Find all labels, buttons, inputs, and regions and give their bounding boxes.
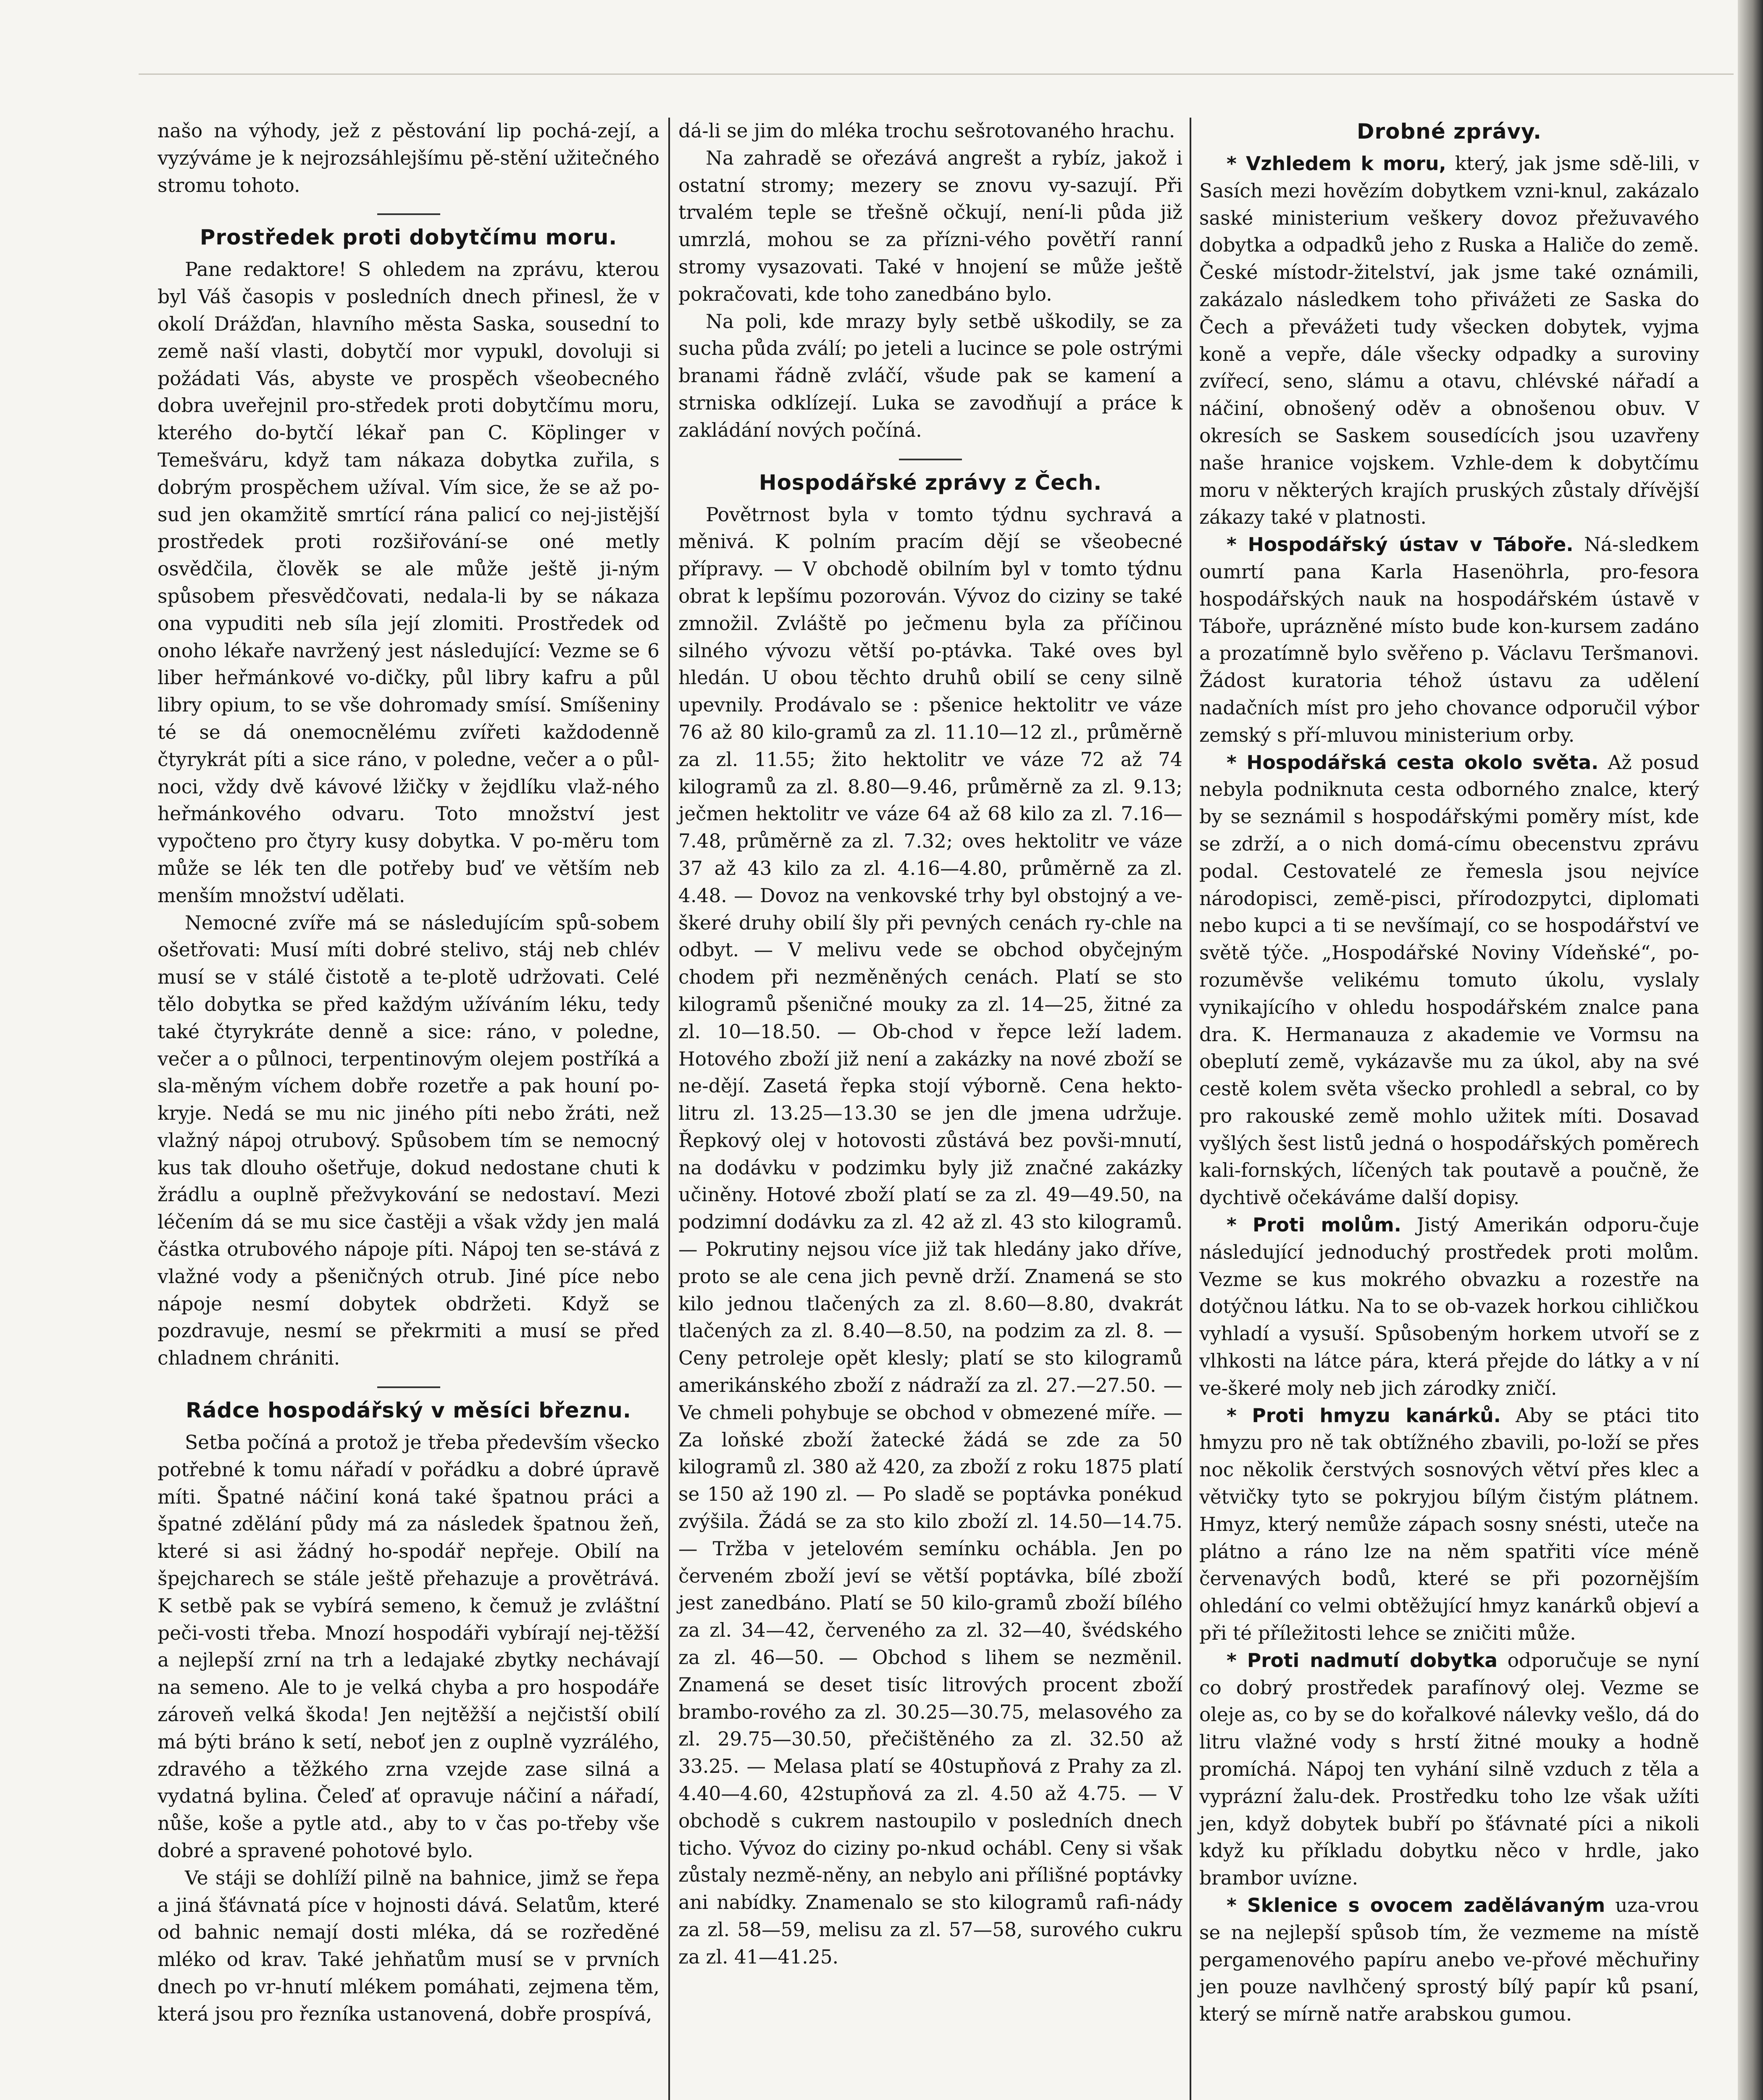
news-item [1199,1212,1699,1402]
continuation-paragraph: dá-li se jim do mléka trochu sešrotovaného hrachu. [678,120,1175,142]
column-divider [668,118,670,2100]
article-title: Hospodářské zprávy z Čech. [759,470,1102,495]
news-item-text: Ná-sledkem oumrtí pana Karla Hasenöhrla, pro-fesora hospodářských nauk na hospodářském ústavě v Táboře, uprázněné místo bude kon-kursem zadáno a prozatímně bylo svěřeno p. Václavu Teršmanovi. Žádost kuratoria téhož ústavu za udělení nadačních míst pro jeho chovance odporučil výbor zemský s pří-mluvou ministerium orby. [1199,533,1700,746]
article-paragraph: Na poli, kde mrazy byly setbě uškodily, se za sucha půda zválí; po jeteli a lucince se pole ostrými branami řádně zvláčí, všude pak se kamení a strniska odklízejí. Luka se zavodňují a práce k zakládání nových počíná. [678,310,1182,441]
section-title: Drobné zprávy. [1356,119,1542,144]
news-item [1199,531,1699,749]
article-title: Prostředek proti dobytčímu moru. [200,225,617,250]
news-item-text: Až posud nebyla podniknuta cesta odborného znalce, který by se seznámil s hospodářskými poměry míst, kde se zdrží, a o nich domá-címu obecenstvu zprávu podal. Cestovatelé ze řemesla jsou nejvíce národopisci, země-pisci, přírodozpytci, diplomati nebo kupci a ti se nevšímají, co se hospodářství ve světě týče. „Hospodářské Noviny Vídeňské“, po-rozuměvše velikému tomuto úkolu, vyslaly vynikajícího v ohledu hospodářském znalce pana dra. K. Hermanauza z akademie ve Vormsu na obeplutí země, vykázavše mu za úkol, aby na své cestě kolem světa všecko prohledl a sebral, co by pro rakouské země mohlo užitek míti. Dosavad vyšlých šest listů jedná o hospodářských poměrech kali-fornských, líčených tak poutavě a poučně, že dychtivě očekáváme další dopisy. [1199,751,1699,1209]
continuation-paragraph: našo na výhody, jež z pěstování lip pochá-zejí, a vyzýváme je k nejrozsáhlejšímu pě-stění užitečného stromu tohoto. [158,120,659,197]
news-item-text: Aby se ptáci tito hmyzu pro ně tak obtížného zbavili, po-loží se přes noc několik čerstvých sosnových větví přes klec a větvičky tyto se pokryjou bílým čistým plátnem. Hmyz, který nemůže zápach sosny snésti, uteče na plátno a ráno lze na něm spatřiti více méně červenavých bodů, které se při pozornějším ohledání co velmi obtěžující hmyz kanárků objeví a při té příležitosti lehce se zničiti může. [1199,1404,1700,1645]
news-item-lead: * Sklenice s ovocem zadělávaným [1227,1894,1605,1916]
news-item-lead: * Proti hmyzu kanárků. [1227,1404,1501,1427]
top-border-line [139,74,1734,75]
news-item-text: uza-vrou se na nejlepší spůsob tím, že vezmeme na místě pergamenového papíru anebo ve-přové měchuřiny jen pouze navlhčený sprostý bílý papír ků psaní, který se mírně natře arabskou gumou. [1199,1894,1699,2026]
section-separator [377,213,440,215]
news-item-text: který, jak jsme sdě-lili, v Sasích mezi hovězím dobytkem vzni-knul, zakázalo saské ministerium veškery dovoz přežuvavého dobytka a odpadků jeho z Ruska a Haliče do země. České místodr-žitelství, jak jsme také oznámili, zakázalo následkem toho přivážeti ze Saska do Čech a převážeti tudy všecken dobytek, vyjma koně a vepře, dále všecky odpadky a suroviny zvířecí, seno, slámu a otavu, chlévské nářadí a náčiní, obnošený oděv a obnošenou obuv. V okresích se Saskem sousedících jsou uzavřeny naše hranice vojskem. Vzhle-dem k dobytčímu moru v některých krajích pruských zůstaly dřívější zákazy také v platnosti. [1199,152,1699,529]
article-paragraph: Pane redaktore! S ohledem na zprávu, kterou byl Váš časopis v posledních dnech přinesl, že v okolí Drážďan, hlavního města Saska, sousední to země naší vlasti, dobytčí mor vypukl, dovoluji si požádati Vás, abyste ve prospěch všeobecného dobra uveřejnil pro-středek proti dobytčímu moru, kterého do-bytčí lékař pan C. Köplinger v Temešváru, když tam nákaza dobytka zuřila, s dobrým prospěchem užíval. Vím sice, že se až po-sud jen okamžitě smrtící rána palicí co nej-jistější prostředek proti rozšiřování-se oné metly osvědčila, člověk se ale může ještě ji-ným spůsobem přesvědčovati, nedala-li by se nákaza ona vypuditi neb síla její zlomiti. Prostředek od onoho lékaře navržený jest následující: Vezme se 6 liber heřmánkové vo-dičky, půl libry kafru a půl libry opium, to se vše dohromady smísí. Smíšeniny té se dá onemocnělému zvířeti každodenně čtyrykrát píti a sice ráno, v poledne, večer a o půl-noci, vždy dvě kávové lžičky v žejdlíku vlaž-ného heřmánkového odvaru. Toto množství jest vypočteno pro čtyry kusy dobytka. V po-měru tom může se lék ten dle potřeby buď ve větším neb menším množství udělati. [158,258,659,907]
article-paragraph: Ve stáji se dohlíží pilně na bahnice, jimž se řepa a jiná šťávnatá píce v hojnosti dává. Selatům, které od bahnic nemají dosti mléka, dá se rozředěné mléko od krav. Také jehňatům musí se v prvních dnech po vr-hnutí mlékem pomáhati, zejmena těm, která jsou pro řezníka ustanovená, dobře prospívá, [158,1866,659,2025]
news-item-lead: * Proti molům. [1227,1214,1401,1236]
news-item [1199,749,1699,1212]
news-item-lead: * Hospodářský ústav v Táboře. [1227,533,1574,556]
article-title: Rádce hospodářský v měsíci březnu. [186,1398,631,1423]
column-left [158,118,659,2028]
column-divider [1190,118,1191,2100]
news-item [1199,1647,1699,1892]
news-item-lead: * Vzhledem k moru, [1227,152,1446,175]
news-item-lead: * Proti nadmutí dobytka [1227,1649,1498,1672]
article-paragraph: Setba počíná a protož je třeba především všecko potřebné k tomu nářadí v pořádku a dobré úpravě míti. Špatné náčiní koná také špatnou práci a špatné zdělání půdy má za následek špatnou žeň, které si asi žádný ho-spodář nepřeje. Obilí na špejcharech se stále ještě přehazuje a provětrává. K setbě pak se vybírá semeno, k čemuž je zvláštní peči-vosti třeba. Mnozí hospodáři vybírají nej-těžší a nejlepší zrní na trh a ledajaké zbytky nechávají na semeno. Ale to je velká chyba a pro hospodáře zároveň velká škoda! Jen nejtěžší a nejčistší obilí má býti bráno k setí, neboť jen z ouplně vyzrálého, zdravého a těžkého zrna vzejde zase silná a vydatná bylina. Čeleď ať opravuje náčiní a nářadí, nůše, koše a pytle atd., aby to v čas po-třeby vše dobré a spravené pohotové bylo. [158,1431,659,1862]
news-item [1199,150,1699,531]
news-item-text: odporučuje se nyní co dobrý prostředek parafínový olej. Vezme se oleje as, co by se do kořalkové nálevky vešlo, dá do litru vlažné vody s hrstí žitné mouky a hodně promíchá. Nápoj ten vyhání silně vzduch z těla a vyprázní žalu-dek. Prostředku toho lze však užíti jen, když dobytek bubří po šťávnaté píci a nikoli když ku příkladu dobytku něco v hrdle, jako brambor uvízne. [1199,1649,1699,1890]
column-right [1199,118,1699,2028]
news-item [1199,1892,1699,2028]
article-paragraph: Povětrnost byla v tomto týdnu sychravá a měnivá. K polním pracím dějí se všeobecné přípravy. — V obchodě obilním byl v tomto týdnu obrat k lepšímu pozorován. Vývoz do ciziny se také zmnožil. Zvláště po ječmenu byla za příčinou silného vývozu větší po-ptávka. Také oves byl hledán. U obou těchto druhů obilí se ceny silně upevnily. Prodávalo se : pšenice hektolitr ve váze 76 až 80 kilo-gramů za zl. 11.10—12 zl., průměrně za zl. 11.55; žito hektolitr ve váze 72 až 74 kilogramů za zl. 8.80—9.46, průměrně za zl. 9.13; ječmen hektolitr ve váze 64 až 68 kilo za zl. 7.16—7.48, průměrně za zl. 7.32; oves hektolitr ve váze 37 až 43 kilo za zl. 4.16—4.80, průměrně za zl. 4.48. — Dovoz na venkovské trhy byl obstojný a ve-škeré druhy obilí šly při pevných cenách ry-chle na odbyt. — V melivu vede se obchod obyčejným chodem při nezměněných cenách. Platí se sto kilogramů pšeničné mouky za zl. 14—25, žitné za zl. 10—18.50. — Ob-chod v řepce leží ladem. Hotového zboží již není a zakázky na nové zboží se ne-dějí. Zasetá řepka stojí výborně. Cena hekto-litru zl. 13.25—13.30 se jen dle jmena udržuje. Řepkový olej v hotovosti zůstává bez povši-mnutí, na dodávku v podzimku byly již značné zakázky učiněny. Hotové zboží platí se za zl. 49—49.50, na podzimní dodávku za zl. 42 až zl. 43 sto kilogramů. — Pokrutiny nejsou více již tak hledány jako dříve, proto se ale cena jich pevně drží. Znamená se sto kilo jednou tlačených za zl. 8.60—8.80, dvakrát tlačených za zl. 8.40—8.50, na podzim za zl. 8. — Ceny petroleje opět klesly; platí se sto kilogramů amerikánského zboží z nádraží za zl. 27.—27.50. — Ve chmeli pohybuje se obchod v obmezené míře. — Za loňské zboží žatecké žádá se zde za 50 kilogramů zl. 380 až 420, za zboží z roku 1875 platí se 150 až 190 zl. — Po sladě se poptávka ponékud zvýšila. Žádá se za sto kilo zboží zl. 14.50—14.75. — Tržba v jetelovém semínku ochábla. Jen po červeném zboží jeví se větší poptávka, bílé zboží jest zanedbáno. Platí se 50 kilo-gramů zboží bílého za zl. 34—42, červeného za zl. 32—40, švédského za zl. 46—50. — Obchod s lihem se nezměnil. Znamená se deset tisíc litrových procent zboží brambo-rového za zl. 30.25—30.75, melasového za zl. 29.75—30.50, přečištěného za zl. 32.50 až 33.25. — Melasa platí se 40stupňová z Prahy za zl. 4.40—4.60, 42stupňová za zl. 4.50 až 4.75. — V obchodě s cukrem nastoupilo v posledních dnech ticho. Vývoz do ciziny po-nkud ochábl. Ceny si však zůstaly nezmě-něny, an nebylo ani přílišné poptávky ani nabídky. Znamenalo se sto kilogramů rafi-nády za zl. 58—59, melisu za zl. 57—58, surového cukru za zl. 41—41.25. [678,503,1182,1968]
news-item [1199,1402,1699,1647]
news-item-lead: * Hospodářská cesta okolo světa. [1227,751,1599,774]
page-edge-shadow [1738,0,1763,2100]
news-item-text: Jistý Amerikán odporu-čuje následující jednoduchý prostředek proti molům. Vezme se kus mokrého obvazku a rozestře na dotýčnou látku. Na to se ob-vazek horkou cihličkou vyhladí a vysuší. Spůsobeným horkem utvoří se z vlhkosti na látce pára, která přejde do látky a v ní ve-škeré moly neb jich zárodky zničí. [1199,1214,1699,1399]
article-paragraph: Na zahradě se ořezává angrešt a rybíz, jakož i ostatní stromy; mezery se znovu vy-sazují. Při trvalém teple se třešně očkují, není-li půda již umrzlá, mohou se za přízni-vého povětří ranní stromy vysazovati. Také v hnojení se může ještě pokračovati, kde toho zanedbáno bylo. [678,147,1182,305]
section-separator [899,459,962,460]
column-middle [678,118,1182,1971]
section-separator [377,1386,440,1388]
article-paragraph: Nemocné zvíře má se následujícím spů-sobem ošetřovati: Musí míti dobré stelivo, stáj neb chlév musí se v stálé čistotě a te-plotě udržovati. Celé tělo dobytka se před každým užíváním léku, tedy také čtyrykráte denně a sice: ráno, v poledne, večer a o půlnoci, terpentinovým olejem postříká a sla-měným víchem dobře rozetře a pak houní po-kryje. Nedá se mu nic jiného píti nebo žráti, než vlažný nápoj otrubový. Spůsobem tím se nemocný kus tak dlouho ošetřuje, dokud nedostane chuti k žrádlu a ouplně přežvykování se nedostaví. Mezi léčením dá se mu sice častěji a však vždy jen malá částka otrubového nápoje píti. Nápoj ten se-stává z vlažné vody a pšeničných otrub. Jiné píce nebo nápoje nesmí dobytek obdržeti. Když se pozdravuje, nesmí se překrmiti a musí se před chladnem chrániti. [158,911,659,1370]
